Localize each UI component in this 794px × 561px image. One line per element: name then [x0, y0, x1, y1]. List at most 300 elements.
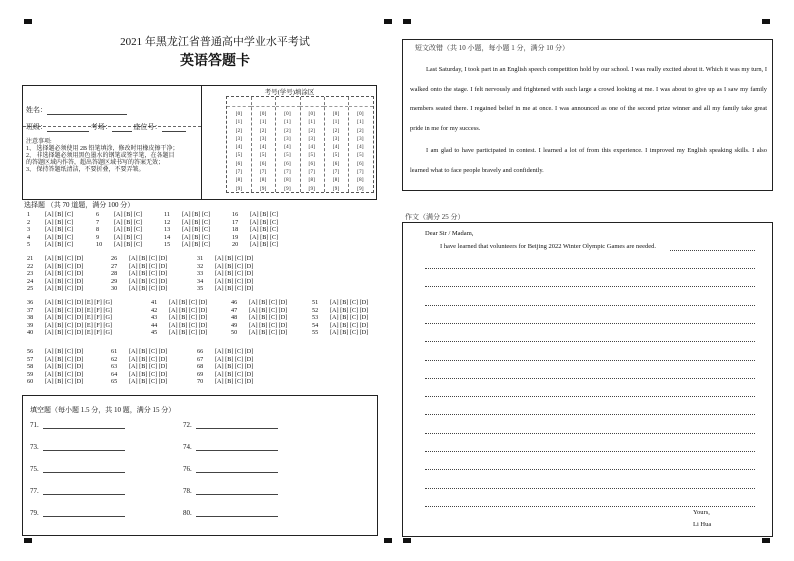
mc-option-bubbles[interactable]: [A] [B] [C]	[250, 226, 279, 233]
mc-option-bubbles[interactable]: [A] [B] [C] [D]	[215, 370, 254, 378]
mc-option-bubbles[interactable]: [A] [B] [C] [D]	[215, 262, 254, 270]
fill-in-item	[183, 509, 278, 517]
mc-question-number: 61	[111, 348, 118, 355]
essay-writing-line[interactable]	[425, 378, 755, 379]
essay-writing-line[interactable]	[425, 323, 755, 324]
mc-question-row[interactable]	[27, 299, 112, 307]
seat-underline[interactable]	[162, 123, 186, 132]
mc-option-bubbles[interactable]: [A] [B] [C] [D]	[169, 329, 208, 336]
id-digit-bubble[interactable]: [4]	[308, 145, 316, 151]
id-digit-column	[300, 97, 325, 192]
mc-question-row[interactable]	[197, 278, 253, 286]
fill-in-answer-line[interactable]	[196, 465, 278, 473]
mc-question-number: 7	[96, 218, 100, 226]
mc-option-bubbles[interactable]: [A] [B] [C] [D]	[45, 277, 84, 285]
registration-mark-top-right	[762, 19, 770, 24]
mc-question-row[interactable]	[231, 322, 287, 330]
fill-in-item	[30, 509, 125, 517]
id-digit-bubble[interactable]: [1]	[308, 120, 316, 126]
id-digit-bubble[interactable]: [8]	[259, 178, 267, 184]
mc-option-bubbles[interactable]: [A] [B] [C]	[45, 233, 74, 241]
fill-in-number: 72.	[183, 421, 192, 429]
fill-in-item	[183, 465, 278, 473]
mc-option-bubbles[interactable]: [A] [B] [C]	[45, 226, 74, 233]
notes-title: 注意事项:	[26, 139, 52, 145]
mc-question-row[interactable]	[111, 378, 167, 386]
mc-option-bubbles[interactable]: [A] [B] [C]	[250, 211, 279, 218]
mc-question-row[interactable]	[111, 263, 167, 271]
mc-group	[232, 211, 278, 249]
mc-option-bubbles[interactable]: [A] [B] [C] [D]	[45, 355, 84, 363]
mc-group	[96, 211, 142, 249]
note-line: 2、 非选择题必须用黑色墨水的钢笔或签字笔，在各题目	[26, 153, 175, 159]
id-digit-bubble[interactable]: [7]	[357, 170, 364, 176]
id-digit-bubble[interactable]: [9]	[259, 186, 267, 192]
id-digit-bubble[interactable]: [8]	[308, 178, 316, 184]
mc-question-number: 22	[27, 262, 34, 270]
id-digit-bubble[interactable]: [2]	[308, 128, 316, 134]
mc-option-bubbles[interactable]: [A] [B] [C] [D]	[169, 314, 208, 321]
mc-question-row[interactable]	[312, 307, 368, 315]
room-underline[interactable]	[112, 123, 132, 132]
id-digit-bubble[interactable]: [1]	[332, 120, 340, 126]
mc-question-row[interactable]	[312, 329, 368, 337]
id-digit-bubble[interactable]: [9]	[308, 186, 316, 192]
mc-question-row[interactable]	[232, 211, 278, 219]
mc-option-bubbles[interactable]: [A] [B] [C] [D]	[45, 378, 84, 385]
mc-option-bubbles[interactable]: [A] [B] [C] [D]	[45, 285, 84, 292]
mc-question-number: 21	[27, 255, 34, 262]
id-digit-bubble[interactable]: [8]	[357, 178, 364, 184]
id-digit-bubble[interactable]: [4]	[332, 145, 340, 151]
id-digit-bubble[interactable]: [1]	[284, 120, 291, 126]
mc-question-row[interactable]	[197, 363, 253, 371]
mc-question-row[interactable]	[111, 356, 167, 364]
mc-question-row[interactable]	[197, 255, 253, 263]
mc-option-bubbles[interactable]: [A] [B] [C] [D]	[129, 277, 168, 285]
mc-option-bubbles[interactable]: [A] [B] [C] [D]	[45, 363, 84, 370]
mc-question-row[interactable]	[164, 219, 210, 227]
id-digit-bubble[interactable]: [3]	[235, 136, 243, 142]
mc-question-row[interactable]	[232, 241, 278, 249]
mc-option-bubbles[interactable]: [A] [B] [C]	[250, 241, 279, 248]
mc-question-row[interactable]	[27, 314, 112, 322]
fill-in-answer-line[interactable]	[43, 509, 125, 517]
mc-option-bubbles[interactable]: [A] [B] [C] [D]	[330, 306, 369, 314]
mc-option-bubbles[interactable]: [A] [B] [C] [D]	[129, 262, 168, 270]
mc-question-row[interactable]	[96, 234, 142, 242]
mc-question-row[interactable]	[27, 348, 83, 356]
mc-question-number: 42	[151, 306, 158, 314]
mc-option-bubbles[interactable]: [A] [B] [C]	[114, 211, 143, 218]
mc-question-row[interactable]	[111, 371, 167, 379]
mc-option-bubbles[interactable]: [A] [B] [C] [D]	[129, 255, 168, 262]
mc-question-number: 28	[111, 270, 118, 277]
mc-question-number: 25	[27, 285, 34, 292]
fill-in-item	[183, 421, 278, 429]
mc-question-row[interactable]	[231, 314, 287, 322]
mc-question-number: 55	[312, 329, 319, 336]
mc-option-bubbles[interactable]: [A] [B] [C] [D]	[129, 285, 168, 292]
mc-option-bubbles[interactable]: [A] [B] [C] [D]	[249, 321, 288, 329]
mc-question-row[interactable]	[164, 226, 210, 234]
essay-writing-line[interactable]	[425, 414, 755, 415]
mc-option-bubbles[interactable]: [A] [B] [C] [D]	[215, 363, 254, 370]
mc-question-row[interactable]	[164, 234, 210, 242]
mc-question-row[interactable]	[27, 363, 83, 371]
essay-writing-line[interactable]	[425, 305, 755, 306]
id-digit-bubble[interactable]: [7]	[259, 170, 267, 176]
id-digit-bubble[interactable]: [0]	[332, 112, 340, 117]
mc-question-row[interactable]	[231, 307, 287, 315]
mc-question-row[interactable]	[27, 219, 73, 227]
mc-option-bubbles[interactable]: [A] [B] [C] [D]	[215, 348, 254, 355]
mc-question-row[interactable]	[197, 270, 253, 278]
id-digit-bubble[interactable]: [9]	[357, 186, 364, 192]
mc-question-row[interactable]	[232, 219, 278, 227]
id-digit-bubble[interactable]: [9]	[332, 186, 340, 192]
mc-question-number: 19	[232, 233, 239, 241]
mc-option-bubbles[interactable]: [A] [B] [C]	[182, 233, 211, 241]
id-digit-bubble[interactable]: [0]	[308, 112, 316, 117]
mc-option-bubbles[interactable]: [A] [B] [C]	[114, 226, 143, 233]
id-digit-bubble[interactable]: [3]	[308, 136, 316, 142]
mc-question-number: 67	[197, 355, 204, 363]
id-digit-bubble[interactable]: [7]	[332, 170, 340, 176]
id-digit-bubble[interactable]: [5]	[357, 153, 364, 159]
student-id-panel	[201, 86, 377, 199]
mc-question-row[interactable]	[197, 285, 253, 293]
mc-question-row[interactable]	[312, 299, 368, 307]
correction-paragraph-2[interactable]: I am glad to have participated in contest. I learned a lot of from this experience. I improved my English speaking skills. I also learned what to face people bravely and confidently.	[410, 147, 767, 174]
mc-question-row[interactable]	[197, 378, 253, 386]
mc-option-bubbles[interactable]: [A] [B] [C] [D]	[45, 348, 84, 355]
mc-option-bubbles[interactable]: [A] [B] [C] [D]	[215, 378, 254, 385]
mc-question-row[interactable]	[27, 322, 112, 330]
essay-writing-line[interactable]	[425, 506, 755, 507]
id-digit-bubble[interactable]: [3]	[332, 136, 340, 142]
id-digit-write-cell[interactable]	[324, 97, 348, 107]
mc-question-row[interactable]	[27, 356, 83, 364]
mc-option-bubbles[interactable]: [A] [B] [C] [D] [E] [F] [G]	[45, 321, 113, 329]
mc-option-bubbles[interactable]: [A] [B] [C] [D]	[129, 355, 168, 363]
mc-question-number: 50	[231, 329, 238, 336]
class-underline[interactable]	[47, 123, 89, 132]
mc-option-bubbles[interactable]: [A] [B] [C] [D]	[215, 270, 254, 277]
name-field[interactable]	[26, 105, 127, 115]
id-digit-bubble[interactable]: [4]	[259, 145, 267, 151]
id-digit-bubble[interactable]: [0]	[235, 112, 243, 117]
mc-question-number: 16	[232, 211, 239, 218]
id-digit-bubble[interactable]: [3]	[284, 136, 291, 142]
mc-question-number: 38	[27, 314, 34, 321]
mc-question-number: 13	[164, 226, 171, 233]
mc-option-bubbles[interactable]: [A] [B] [C]	[182, 226, 211, 233]
mc-question-row[interactable]	[96, 211, 142, 219]
error-correction-box	[402, 39, 773, 191]
fill-in-answer-line[interactable]	[196, 421, 278, 429]
id-digit-bubble[interactable]: [4]	[284, 145, 291, 151]
mc-question-row[interactable]	[197, 371, 253, 379]
fill-in-answer-line[interactable]	[43, 465, 125, 473]
fill-in-answer-line[interactable]	[43, 421, 125, 429]
mc-question-row[interactable]	[231, 299, 287, 307]
id-digit-column	[227, 97, 252, 192]
id-digit-column	[251, 97, 276, 192]
id-digit-bubble[interactable]: [5]	[235, 153, 243, 159]
mc-option-bubbles[interactable]: [A] [B] [C]	[114, 241, 143, 248]
mc-option-bubbles[interactable]: [A] [B] [C] [D]	[330, 299, 369, 306]
registration-mark-bottom-center	[403, 538, 411, 543]
mc-question-number: 33	[197, 270, 204, 277]
fill-in-answer-line[interactable]	[43, 443, 125, 451]
mc-option-bubbles[interactable]: [A] [B] [C] [D]	[249, 329, 288, 336]
id-digit-bubble[interactable]: [4]	[235, 145, 243, 151]
id-digit-bubble[interactable]: [3]	[259, 136, 267, 142]
mc-question-row[interactable]	[164, 211, 210, 219]
essay-writing-line[interactable]	[425, 286, 755, 287]
mc-question-row[interactable]	[111, 278, 167, 286]
mc-question-row[interactable]	[197, 348, 253, 356]
mc-option-bubbles[interactable]: [A] [B] [C]	[114, 218, 143, 226]
mc-question-row[interactable]	[164, 241, 210, 249]
mc-question-number: 35	[197, 285, 204, 292]
mc-question-number: 43	[151, 314, 158, 321]
id-digit-bubble[interactable]: [8]	[332, 178, 340, 184]
mc-question-number: 5	[27, 241, 31, 248]
mc-question-row[interactable]	[197, 263, 253, 271]
id-digit-write-cell[interactable]	[227, 97, 251, 107]
id-digit-bubble[interactable]: [6]	[357, 161, 364, 167]
mc-option-bubbles[interactable]: [A] [B] [C] [D]	[129, 270, 168, 277]
mc-question-number: 70	[197, 378, 204, 385]
fill-in-answer-line[interactable]	[196, 509, 278, 517]
mc-question-row[interactable]	[27, 234, 73, 242]
id-digit-bubble[interactable]: [7]	[308, 170, 316, 176]
id-digit-bubble[interactable]: [8]	[235, 178, 243, 184]
mc-option-bubbles[interactable]: [A] [B] [C]	[182, 211, 211, 218]
mc-question-row[interactable]	[96, 241, 142, 249]
mc-question-row[interactable]	[27, 329, 112, 337]
mc-question-row[interactable]	[111, 270, 167, 278]
mc-question-row[interactable]	[27, 263, 83, 271]
mc-question-row[interactable]	[27, 285, 83, 293]
id-digit-write-cell[interactable]	[300, 97, 324, 107]
registration-mark-middle	[384, 19, 392, 24]
mc-option-bubbles[interactable]: [A] [B] [C]	[182, 241, 211, 248]
id-bubble-grid	[226, 96, 374, 193]
mc-question-number: 30	[111, 285, 118, 292]
mc-option-bubbles[interactable]: [A] [B] [C]	[250, 233, 279, 241]
mc-question-number: 63	[111, 363, 118, 370]
mc-option-bubbles[interactable]: [A] [B] [C] [D]	[129, 378, 168, 385]
id-digit-bubble[interactable]: [2]	[235, 128, 243, 134]
mc-question-row[interactable]	[27, 307, 112, 315]
mc-question-row[interactable]	[27, 241, 73, 249]
mc-question-row[interactable]	[151, 307, 207, 315]
id-digit-bubble[interactable]: [6]	[284, 161, 291, 167]
id-digit-bubble[interactable]: [5]	[308, 153, 316, 159]
id-digit-bubble[interactable]: [9]	[235, 186, 243, 192]
mc-option-bubbles[interactable]: [A] [B] [C] [D]	[330, 329, 369, 336]
essay-writing-line[interactable]	[425, 469, 755, 470]
mc-question-row[interactable]	[96, 226, 142, 234]
mc-option-bubbles[interactable]: [A] [B] [C]	[45, 218, 74, 226]
mc-question-row[interactable]	[312, 322, 368, 330]
mc-option-bubbles[interactable]: [A] [B] [C] [D]	[45, 262, 84, 270]
mc-question-row[interactable]	[232, 234, 278, 242]
id-digit-bubble[interactable]: [2]	[332, 128, 340, 134]
mc-question-number: 12	[164, 218, 171, 226]
mc-question-row[interactable]	[231, 329, 287, 337]
card-subtitle: 英语答题卡	[180, 54, 250, 69]
id-digit-bubble[interactable]: [6]	[235, 161, 243, 167]
mc-option-bubbles[interactable]: [A] [B] [C] [D]	[169, 321, 208, 329]
id-digit-bubble[interactable]: [5]	[284, 153, 291, 159]
mc-option-bubbles[interactable]: [A] [B] [C]	[45, 241, 74, 248]
id-digit-bubble[interactable]: [0]	[259, 112, 267, 117]
mc-question-number: 46	[231, 299, 238, 306]
mc-option-bubbles[interactable]: [A] [B] [C] [D] [E] [F] [G]	[45, 306, 113, 314]
mc-question-row[interactable]	[111, 285, 167, 293]
id-digit-bubble[interactable]: [9]	[284, 186, 291, 192]
mc-question-row[interactable]	[27, 378, 83, 386]
id-digit-bubble[interactable]: [5]	[259, 153, 267, 159]
essay-writing-line[interactable]	[425, 488, 755, 489]
mc-question-row[interactable]	[27, 226, 73, 234]
correction-paragraph-1[interactable]: Last Saturday, I took part in an English speech competition hold by our school. I was really excited about it. Which it was my turn, I walked onto the stage. I felt nervously and frightened with such large a crowd looking at me. I was about to give up as I saw my family members seated there. I regained belief in me at once. I was announced as one of the second prize winner and all my family take great pride in me for my success.	[410, 66, 767, 132]
mc-option-bubbles[interactable]: [A] [B] [C] [D]	[330, 314, 369, 321]
mc-question-row[interactable]	[197, 356, 253, 364]
note-line: 的答题区域内作答，超出答题区域书写的答案无效；	[26, 160, 165, 166]
mc-option-bubbles[interactable]: [A] [B] [C] [D]	[215, 255, 254, 262]
mc-option-bubbles[interactable]: [A] [B] [C] [D]	[249, 306, 288, 314]
mc-option-bubbles[interactable]: [A] [B] [C] [D]	[45, 255, 84, 262]
essay-writing-line[interactable]	[425, 341, 755, 342]
mc-option-bubbles[interactable]: [A] [B] [C] [D]	[129, 363, 168, 370]
id-digit-bubble[interactable]: [2]	[284, 128, 291, 134]
fill-in-answer-line[interactable]	[196, 443, 278, 451]
mc-option-bubbles[interactable]: [A] [B] [C] [D] [E] [F] [G]	[45, 329, 113, 336]
id-digit-bubble[interactable]: [6]	[259, 161, 267, 167]
mc-question-row[interactable]	[111, 363, 167, 371]
id-digit-bubble[interactable]: [2]	[259, 128, 267, 134]
mc-question-number: 31	[197, 255, 204, 262]
id-digit-bubble[interactable]: [3]	[357, 136, 364, 142]
id-digit-bubble[interactable]: [1]	[357, 120, 364, 126]
seat-label: 座位号：	[133, 123, 162, 131]
mc-option-bubbles[interactable]: [A] [B] [C] [D]	[249, 314, 288, 321]
id-digit-write-cell[interactable]	[276, 97, 300, 107]
id-digit-bubble[interactable]: [6]	[308, 161, 316, 167]
mc-option-bubbles[interactable]: [A] [B] [C] [D]	[169, 299, 208, 306]
essay-writing-line[interactable]	[425, 268, 755, 269]
mc-question-number: 37	[27, 306, 34, 314]
mc-question-row[interactable]	[27, 371, 83, 379]
mc-option-bubbles[interactable]: [A] [B] [C] [D]	[45, 370, 84, 378]
id-digit-bubble[interactable]: [1]	[259, 120, 267, 126]
essay-writing-line[interactable]	[425, 433, 755, 434]
note-line: 1、 选择题必须使用 2B 铅笔填涂，修改时用橡皮擦干净；	[26, 146, 179, 152]
name-underline[interactable]	[47, 106, 127, 115]
mc-question-row[interactable]	[151, 322, 207, 330]
mc-question-row[interactable]	[27, 270, 83, 278]
mc-question-row[interactable]	[111, 348, 167, 356]
mc-question-number: 51	[312, 299, 319, 306]
mc-option-bubbles[interactable]: [A] [B] [C] [D]	[169, 306, 208, 314]
id-digit-bubble[interactable]: [8]	[284, 178, 291, 184]
mc-question-number: 29	[111, 277, 118, 285]
mc-option-bubbles[interactable]: [A] [B] [C] [D]	[45, 270, 84, 277]
id-digit-bubble[interactable]: [5]	[332, 153, 340, 159]
id-digit-bubble[interactable]: [0]	[357, 112, 364, 117]
mc-question-number: 9	[96, 233, 100, 241]
mc-option-bubbles[interactable]: [A] [B] [C] [D]	[215, 285, 254, 292]
mc-option-bubbles[interactable]: [A] [B] [C] [D]	[215, 277, 254, 285]
essay-writing-line[interactable]	[670, 250, 755, 251]
mc-question-row[interactable]	[111, 255, 167, 263]
id-digit-bubble[interactable]: [6]	[332, 161, 340, 167]
mc-question-row[interactable]	[27, 255, 83, 263]
id-digit-bubble[interactable]: [7]	[235, 170, 243, 176]
essay-writing-line[interactable]	[425, 360, 755, 361]
mc-group	[197, 255, 253, 293]
id-digit-write-cell[interactable]	[349, 97, 373, 107]
mc-question-row[interactable]	[151, 329, 207, 337]
mc-question-number: 20	[232, 241, 239, 248]
fill-in-answer-line[interactable]	[43, 487, 125, 495]
mc-question-number: 6	[96, 211, 100, 218]
id-digit-write-cell[interactable]	[251, 97, 275, 107]
mc-option-bubbles[interactable]: [A] [B] [C] [D]	[129, 348, 168, 355]
mc-question-row[interactable]	[27, 278, 83, 286]
mc-question-number: 58	[27, 363, 34, 370]
mc-question-row[interactable]	[312, 314, 368, 322]
mc-question-number: 39	[27, 321, 34, 329]
error-correction-title: 短文改错（共 10 小题，每小题 1 分，满分 10 分）	[415, 44, 569, 52]
id-digit-bubble[interactable]: [2]	[357, 128, 364, 134]
essay-title: 作文（满分 25 分）	[405, 213, 465, 221]
mc-option-bubbles[interactable]: [A] [B] [C] [D]	[330, 321, 369, 329]
id-digit-bubble[interactable]: [4]	[357, 145, 364, 151]
mc-option-bubbles[interactable]: [A] [B] [C] [D] [E] [F] [G]	[45, 314, 113, 321]
registration-mark-bottom-left	[24, 538, 32, 543]
mc-option-bubbles[interactable]: [A] [B] [C]	[114, 233, 143, 241]
mc-question-row[interactable]	[151, 299, 207, 307]
mc-question-row[interactable]	[96, 219, 142, 227]
essay-writing-line[interactable]	[425, 396, 755, 397]
mc-question-row[interactable]	[232, 226, 278, 234]
fill-in-answer-line[interactable]	[196, 487, 278, 495]
mc-option-bubbles[interactable]: [A] [B] [C] [D]	[215, 355, 254, 363]
mc-question-number: 68	[197, 363, 204, 370]
mc-question-row[interactable]	[151, 314, 207, 322]
mc-option-bubbles[interactable]: [A] [B] [C] [D]	[249, 299, 288, 306]
mc-option-bubbles[interactable]: [A] [B] [C]	[250, 218, 279, 226]
mc-question-row[interactable]	[27, 211, 73, 219]
mc-option-bubbles[interactable]: [A] [B] [C] [D] [E] [F] [G]	[45, 299, 113, 306]
id-digit-bubble[interactable]: [1]	[235, 120, 243, 126]
id-digit-bubble[interactable]: [7]	[284, 170, 291, 176]
mc-option-bubbles[interactable]: [A] [B] [C]	[45, 211, 74, 218]
mc-option-bubbles[interactable]: [A] [B] [C]	[182, 218, 211, 226]
mc-option-bubbles[interactable]: [A] [B] [C] [D]	[129, 370, 168, 378]
id-digit-bubble[interactable]: [0]	[284, 112, 291, 117]
mc-question-number: 11	[164, 211, 170, 218]
essay-salutation: Dear Sir / Madam,	[425, 230, 474, 237]
essay-writing-line[interactable]	[425, 451, 755, 452]
mc-group	[111, 255, 167, 293]
